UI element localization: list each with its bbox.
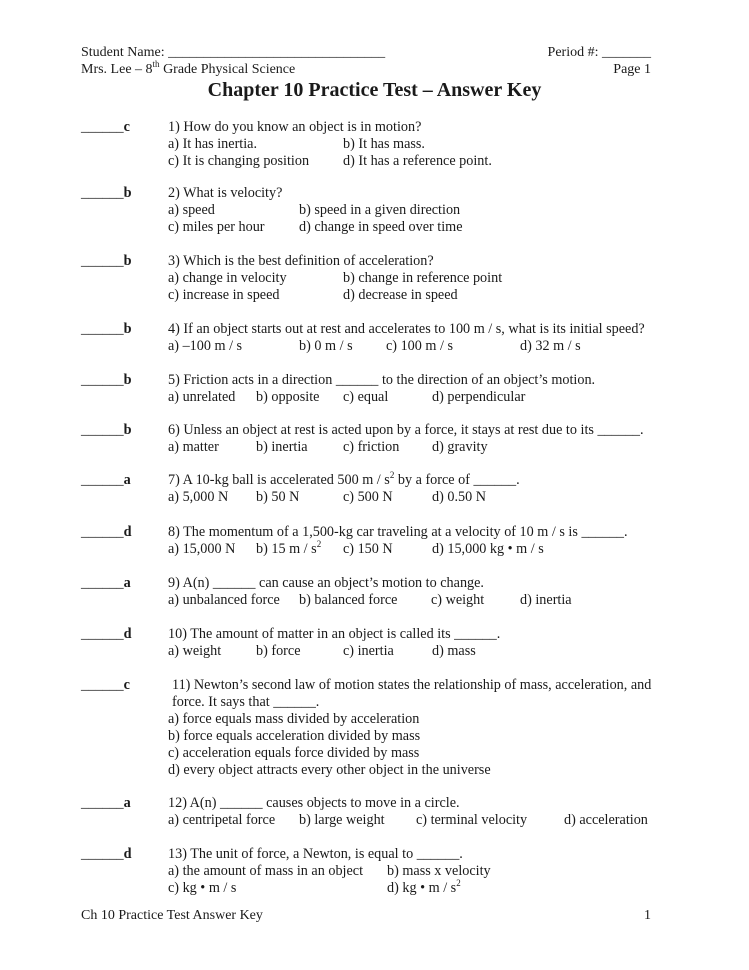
option-d: d) 32 m / s [520,338,581,354]
question-stem: 13) The unit of force, a Newton, is equal to ______. [168,846,463,862]
option-c: c) equal [343,389,389,405]
question-stem: 1) How do you know an object is in motion? [168,119,422,135]
option-b: b) 0 m / s [299,338,353,354]
answer-letter: d [123,524,132,540]
option-d: d) perpendicular [432,389,526,405]
option-a: a) 5,000 N [168,489,229,505]
answer-letter: d [123,626,132,642]
question-stem: 9) A(n) ______ can cause an object’s motion to change. [168,575,484,591]
option-b: b) It has mass. [343,136,425,152]
answer-letter: b [123,372,132,388]
answer-blank: ______b [81,185,132,201]
option-b: b) speed in a given direction [299,202,461,218]
option-c: c) friction [343,439,400,455]
option-c: c) weight [431,592,485,608]
option-a: a) the amount of mass in an object [168,863,364,879]
option-c: c) 150 N [343,541,393,557]
question-stem: 3) Which is the best definition of acceleration? [168,253,434,269]
option-a: a) centripetal force [168,812,276,828]
answer-blank: ______a [81,795,131,811]
teacher-course-line: Mrs. Lee – 8th Grade Physical Science [81,59,296,77]
option-a: a) –100 m / s [168,338,243,354]
answer-blank: ______b [81,422,132,438]
question-stem: 11) Newton’s second law of motion states the relationship of mass, acceleration, and [172,677,652,693]
option-c: c) inertia [343,643,394,659]
option-b: b) balanced force [299,592,398,608]
answer-letter: d [123,846,132,862]
option-a: a) unrelated [168,389,236,405]
question-stem-continued: force. It says that ______. [172,694,320,710]
option-a: a) speed [168,202,215,218]
student-name-line: Student Name: _______________________________ [81,45,386,60]
option-a: a) unbalanced force [168,592,280,608]
option-b: b) mass x velocity [387,863,491,879]
question-stem: 5) Friction acts in a direction ______ to the direction of an object’s motion. [168,372,596,388]
answer-blank: ______d [81,626,132,642]
answer-blank: ______d [81,846,132,862]
answer-blank: ______b [81,372,132,388]
question-stem: 2) What is velocity? [168,185,283,201]
option-d: d) mass [432,643,476,659]
option-d: d) decrease in speed [343,287,458,303]
answer-letter: c [123,677,130,693]
option-b: b) force equals acceleration divided by mass [168,728,421,744]
option-d: d) gravity [432,439,488,455]
question-stem: 4) If an object starts out at rest and accelerates to 100 m / s, what is its initial speed? [168,321,645,337]
option-d: d) kg • m / $s^2$ [387,878,461,896]
option-a: a) change in velocity [168,270,287,286]
option-c: c) acceleration equals force divided by mass [168,745,420,761]
option-b: b) large weight [299,812,385,828]
option-c: c) 500 N [343,489,393,505]
answer-letter: a [123,472,131,488]
answer-blank: ______b [81,321,132,337]
answer-letter: a [123,575,131,591]
option-d: d) every object attracts every other object in the universe [168,762,491,778]
answer-letter: a [123,795,131,811]
option-c: c) kg • m / s [168,880,237,896]
question-stem: 8) The momentum of a 1,500-kg car traveling at a velocity of 10 m / s is ______. [168,524,628,540]
option-b: b) inertia [256,439,308,455]
option-a: a) matter [168,439,219,455]
answer-letter: b [123,422,132,438]
option-a: a) It has inertia. [168,136,258,152]
answer-blank: ______b [81,253,132,269]
question-stem: 7) A 10-kg ball is accelerated 500 m / $s^2$ by a force of ______. [168,470,520,488]
option-a: a) force equals mass divided by acceleration [168,711,420,727]
answer-blank: ______d [81,524,132,540]
answer-blank: ______a [81,472,131,488]
footer-page-number: 1 [644,908,651,923]
option-d: d) It has a reference point. [343,153,492,169]
option-a: a) 15,000 N [168,541,236,557]
option-d: d) 0.50 N [432,489,486,505]
option-c: c) increase in speed [168,287,280,303]
answer-letter: c [123,119,130,135]
answer-letter: b [123,185,132,201]
question-stem: 12) A(n) ______ causes objects to move in a circle. [168,795,460,811]
option-b: b) opposite [256,389,320,405]
option-d: d) 15,000 kg • m / s [432,541,544,557]
option-c: c) 100 m / s [386,338,453,354]
option-b: b) force [256,643,301,659]
answer-letter: b [123,321,132,337]
question-stem: 6) Unless an object at rest is acted upon by a force, it stays at rest due to its ______. [168,422,644,438]
option-d: d) inertia [520,592,572,608]
option-b: b) 15 m / $s^2$ [256,539,322,557]
option-c: c) It is changing position [168,153,310,169]
option-b: b) 50 N [256,489,300,505]
answer-letter: b [123,253,132,269]
answer-blank: ______c [81,677,130,693]
option-a: a) weight [168,643,222,659]
option-c: c) miles per hour [168,219,265,235]
answer-blank: ______c [81,119,130,135]
option-c: c) terminal velocity [416,812,528,828]
period-line: Period #: _______ [547,45,651,60]
page-label: Page 1 [613,62,651,77]
option-b: b) change in reference point [343,270,503,286]
footer-title: Ch 10 Practice Test Answer Key [81,908,263,923]
answer-blank: ______a [81,575,131,591]
question-stem: 10) The amount of matter in an object is called its ______. [168,626,501,642]
page-title: Chapter 10 Practice Test – Answer Key [207,79,542,101]
option-d: d) acceleration [564,812,648,828]
option-d: d) change in speed over time [299,219,463,235]
